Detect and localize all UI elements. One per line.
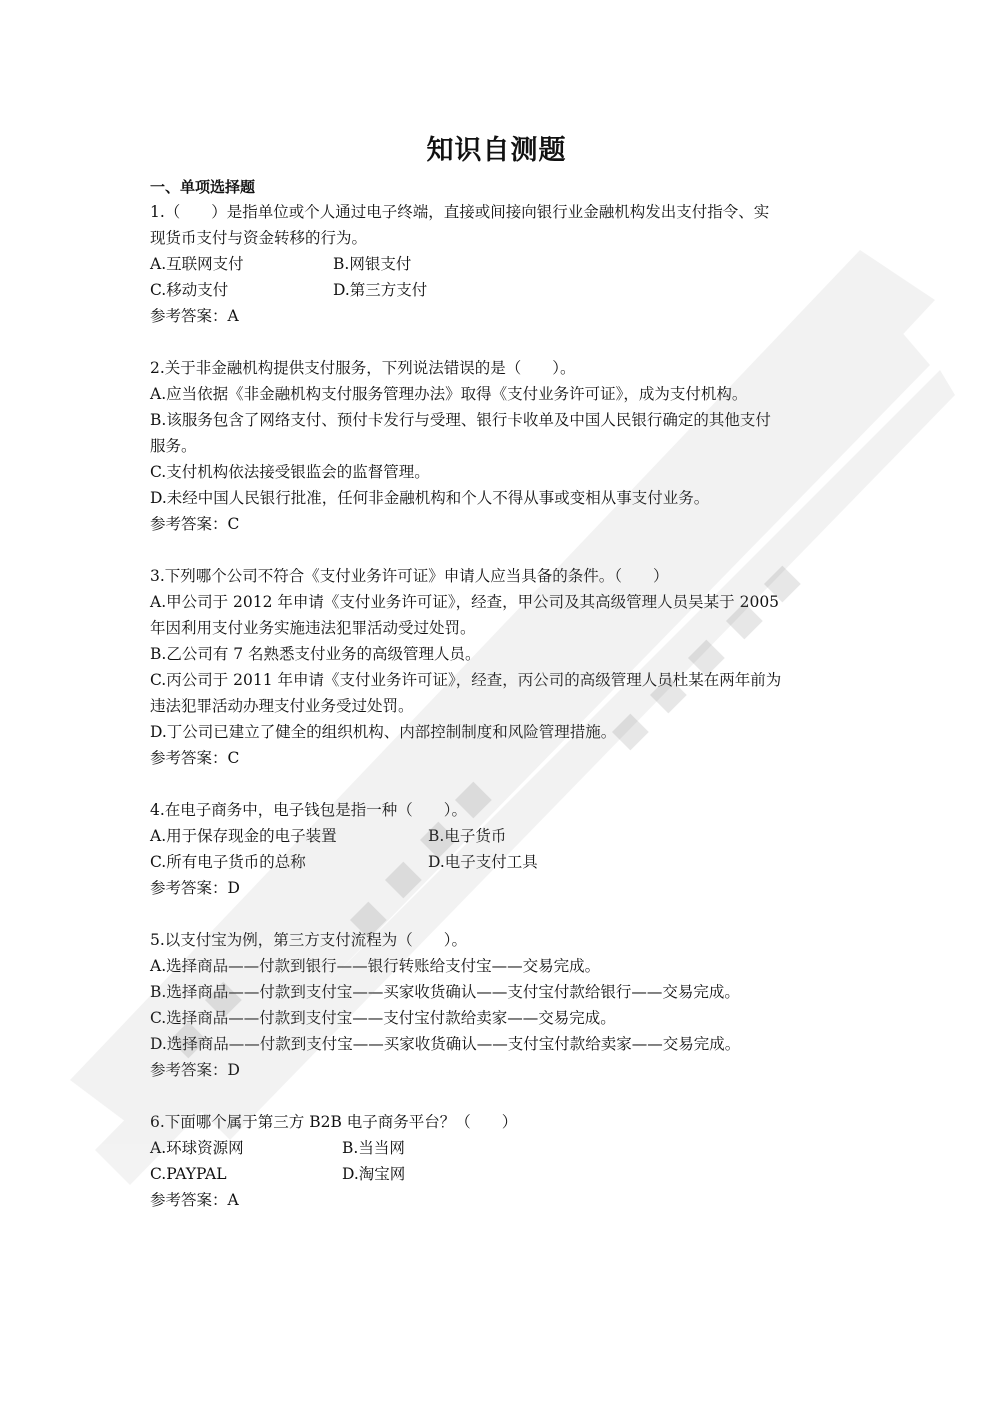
q5-option-b: B.选择商品——付款到支付宝——买家收货确认——支付宝付款给银行——交易完成。 [150,983,740,1001]
q6-stem: 6.下面哪个属于第三方 B2B 电子商务平台？（ ） [150,1113,518,1131]
q4-option-d: D.电子支付工具 [428,853,538,871]
q6-option-d: D.淘宝网 [342,1165,406,1183]
q1-answer: 参考答案：A [150,307,239,325]
q2-option-b-line-1: B.该服务包含了网络支付、预付卡发行与受理、银行卡收单及中国人民银行确定的其他支付 [150,411,771,429]
q1-stem-line-1: 1.（ ）是指单位或个人通过电子终端，直接或间接向银行业金融机构发出支付指令、实 [150,203,770,221]
q5-option-a: A.选择商品——付款到银行——银行转账给支付宝——交易完成。 [150,957,601,975]
q4-option-b: B.电子货币 [428,827,507,845]
section-heading: 一、单项选择题 [150,178,256,196]
q1-option-c: C.移动支付 [150,281,229,299]
q3-answer: 参考答案：C [150,749,240,767]
q1-stem-line-2: 现货币支付与资金转移的行为。 [150,229,368,247]
q2-stem: 2.关于非金融机构提供支付服务，下列说法错误的是（ ）。 [150,359,576,377]
q4-option-a: A.用于保存现金的电子装置 [150,827,337,845]
q4-stem: 4.在电子商务中，电子钱包是指一种（ ）。 [150,801,468,819]
q3-option-c-line-2: 违法犯罪活动办理支付业务受过处罚。 [150,697,414,715]
q6-answer: 参考答案：A [150,1191,239,1209]
q3-option-d: D.丁公司已建立了健全的组织机构、内部控制制度和风险管理措施。 [150,723,617,741]
q3-option-a-line-2: 年因利用支付业务实施违法犯罪活动受过处罚。 [150,619,476,637]
q3-option-c-line-1: C.丙公司于 2011 年申请《支付业务许可证》，经查，丙公司的高级管理人员杜某在两年前为 [150,671,782,689]
q3-option-a-line-1: A.甲公司于 2012 年申请《支付业务许可证》，经查，甲公司及其高级管理人员吴某于 2005 [150,593,780,611]
q6-option-c: C.PAYPAL [150,1165,227,1183]
page-title: 知识自测题 [426,135,567,166]
q3-option-b: B.乙公司有 7 名熟悉支付业务的高级管理人员。 [150,645,481,663]
q1-option-b: B.网银支付 [333,255,412,273]
q5-stem: 5.以支付宝为例，第三方支付流程为（ ）。 [150,931,468,949]
q3-stem: 3.下列哪个公司不符合《支付业务许可证》申请人应当具备的条件。（ ） [150,567,669,585]
q6-option-a: A.环球资源网 [150,1139,244,1157]
q5-answer: 参考答案：D [150,1061,240,1079]
q4-answer: 参考答案：D [150,879,240,897]
q6-option-b: B.当当网 [342,1139,405,1157]
q1-option-a: A.互联网支付 [150,255,244,273]
q5-option-d: D.选择商品——付款到支付宝——买家收货确认——支付宝付款给卖家——交易完成。 [150,1035,741,1053]
q2-option-d: D.未经中国人民银行批准，任何非金融机构和个人不得从事或变相从事支付业务。 [150,489,710,507]
q2-option-c: C.支付机构依法接受银监会的监督管理。 [150,463,430,481]
q2-option-a: A.应当依据《非金融机构支付服务管理办法》取得《支付业务许可证》，成为支付机构。 [150,385,748,403]
q2-option-b-line-2: 服务。 [150,437,197,455]
q5-option-c: C.选择商品——付款到支付宝——支付宝付款给卖家——交易完成。 [150,1009,616,1027]
q4-option-c: C.所有电子货币的总称 [150,853,306,871]
q2-answer: 参考答案：C [150,515,240,533]
q1-option-d: D.第三方支付 [333,281,428,299]
